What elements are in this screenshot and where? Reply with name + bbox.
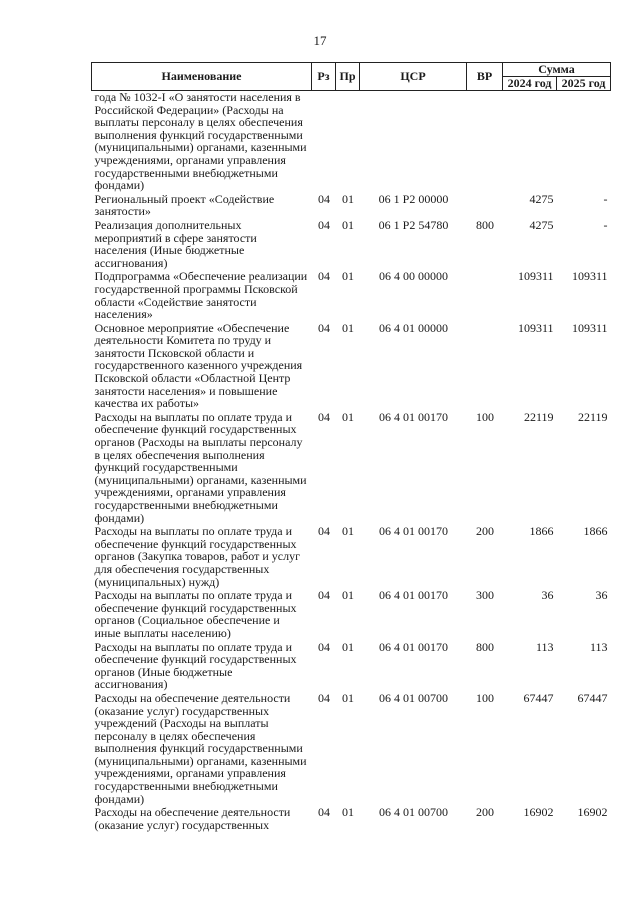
header-year-2024: 2024 год (503, 77, 557, 91)
cell-sum-2025: - (603, 217, 608, 232)
cell-pr: 01 (342, 690, 354, 705)
page-number: 17 (313, 33, 327, 48)
table-row (92, 219, 611, 270)
cell-csr: 06 1 Р2 00000 (378, 191, 449, 206)
table-row (92, 589, 611, 640)
cell-name: Реализация дополнительных мероприятий в сфере занятости населения (Иные бюджетные ассигнования) (94, 217, 257, 270)
cell-name: Расходы на выплаты по оплате труда и обеспечение функций государственных органов (Закупка товаров, работ и услуг для обеспечения государственных (муниципальных) нужд) (94, 524, 300, 589)
cell-name: Расходы на выплаты по оплате труда и обеспечение функций государственных органов (Расходы на выплаты персоналу в целях обеспечения выполнения функций государственными (муниципальными) органами, казенными учреждениями, органами управления государственными внебюджетными фондами) (94, 409, 307, 525)
cell-csr: 06 1 Р2 54780 (378, 217, 449, 232)
header-sum: Сумма (503, 63, 611, 77)
header-vr: ВР (467, 63, 503, 91)
cell-rz: 04 (318, 524, 330, 539)
budget-table-sheet (91, 62, 610, 832)
cell-csr: 06 4 01 00000 (379, 320, 448, 335)
cell-sum-2024: 4275 (529, 191, 554, 206)
table-row (92, 692, 611, 806)
cell-name: Расходы на выплаты по оплате труда и обеспечение функций государственных органов (Иные бюджетные ассигнования) (94, 639, 297, 692)
cell-pr: 01 (342, 524, 354, 539)
cell-pr: 01 (342, 217, 354, 232)
cell-name: Расходы на выплаты по оплате труда и обеспечение функций государственных органов (Социальное обеспечение и иные выплаты населению) (94, 588, 297, 640)
table-row (92, 270, 611, 321)
cell-vr (467, 270, 503, 321)
budget-table (91, 62, 611, 832)
cell-pr (336, 91, 360, 193)
cell-rz: 04 (318, 191, 330, 206)
cell-vr: 100 (476, 409, 494, 424)
cell-sum-2025: 36 (595, 588, 608, 603)
cell-sum-2024: 1866 (529, 524, 554, 539)
cell-sum-2025: 22119 (577, 409, 608, 424)
cell-pr: 01 (342, 588, 354, 603)
header-year-2025: 2025 год (557, 77, 611, 91)
cell-vr: 800 (476, 639, 494, 654)
table-row (92, 322, 611, 411)
cell-sum-2024: 16902 (523, 805, 554, 820)
cell-name: Подпрограмма «Обеспечение реализации государственной программы Псковской области «Содействие занятости населения» (94, 269, 308, 322)
cell-sum-2025: 67447 (577, 690, 608, 705)
cell-vr: 300 (476, 588, 494, 603)
cell-sum-2024: 109311 (517, 320, 554, 335)
cell-vr: 200 (476, 805, 494, 820)
header-name: Наименование (92, 63, 312, 91)
header-pr: Пр (336, 63, 360, 91)
cell-rz: 04 (318, 588, 330, 603)
cell-name: Расходы на обеспечение деятельности (оказание услуг) государственных (94, 805, 291, 832)
cell-sum-2025: 109311 (571, 269, 608, 284)
cell-rz: 04 (318, 639, 330, 654)
cell-rz: 04 (318, 320, 330, 335)
cell-sum-2025: 16902 (577, 805, 608, 820)
cell-pr: 01 (342, 805, 354, 820)
table-row (92, 525, 611, 589)
cell-name: Расходы на обеспечение деятельности (оказание услуг) государственных учреждений (Расходы на выплаты персоналу в целях обеспечения выполнения функций государственными (муниципальными) органами, казенными учреждениями, органами управления государственными внебюджетными фондами) (94, 690, 307, 806)
cell-rz (312, 91, 336, 193)
cell-pr: 01 (342, 639, 354, 654)
cell-sum-2025 (557, 91, 611, 193)
cell-rz: 04 (318, 217, 330, 232)
cell-vr: 100 (476, 690, 494, 705)
cell-rz: 04 (318, 269, 330, 284)
table-row (92, 641, 611, 692)
cell-sum-2025: 113 (589, 639, 608, 654)
cell-sum-2024 (503, 91, 557, 193)
cell-vr: 800 (476, 217, 494, 232)
table-body (92, 91, 611, 833)
header-rz: Рз (312, 63, 336, 91)
table-row (92, 193, 611, 219)
cell-vr (467, 91, 503, 193)
cell-rz: 04 (318, 690, 330, 705)
header-csr: ЦСР (360, 63, 467, 91)
cell-csr: 06 4 01 00170 (379, 409, 448, 424)
cell-csr: 06 4 01 00170 (379, 639, 448, 654)
cell-sum-2025: 109311 (571, 320, 608, 335)
table-row (92, 91, 611, 193)
cell-sum-2024: 67447 (523, 690, 554, 705)
cell-sum-2024: 4275 (529, 217, 554, 232)
cell-sum-2025: 1866 (583, 524, 608, 539)
cell-vr (467, 193, 503, 219)
cell-sum-2024: 22119 (523, 409, 554, 424)
cell-rz: 04 (318, 409, 330, 424)
cell-vr: 200 (476, 524, 494, 539)
cell-sum-2024: 109311 (517, 269, 554, 284)
table-row (92, 411, 611, 525)
cell-sum-2024: 113 (535, 639, 554, 654)
cell-pr: 01 (342, 320, 354, 335)
cell-name: Основное мероприятие «Обеспечение деятельности Комитета по труду и занятости Псковской области и государственного казенного учреждения Псковской области «Областной Центр занятости населения» и повышение качества их работы» (94, 320, 303, 411)
cell-sum-2025: - (603, 191, 608, 206)
cell-vr (467, 322, 503, 411)
cell-pr: 01 (342, 269, 354, 284)
cell-rz: 04 (318, 805, 330, 820)
cell-csr: 06 4 01 00170 (379, 524, 448, 539)
cell-pr: 01 (342, 409, 354, 424)
cell-csr: 06 4 01 00700 (379, 690, 448, 705)
table-header (92, 63, 611, 91)
cell-csr: 06 4 01 00700 (379, 805, 448, 820)
cell-csr: 06 4 00 00000 (379, 269, 448, 284)
cell-sum-2024: 36 (541, 588, 554, 603)
cell-name: года № 1032-I «О занятости населения в Российской Федерации» (Расходы на выплаты персоналу в целях обеспечения выполнения функций государственными (муниципальными) органами, казенными учреждениями, органами управления государственными внебюджетными фондами) (94, 90, 307, 193)
cell-csr (360, 91, 467, 193)
cell-csr: 06 4 01 00170 (379, 588, 448, 603)
table-row (92, 806, 611, 832)
cell-name: Региональный проект «Содействие занятости» (94, 191, 275, 219)
cell-pr: 01 (342, 191, 354, 206)
